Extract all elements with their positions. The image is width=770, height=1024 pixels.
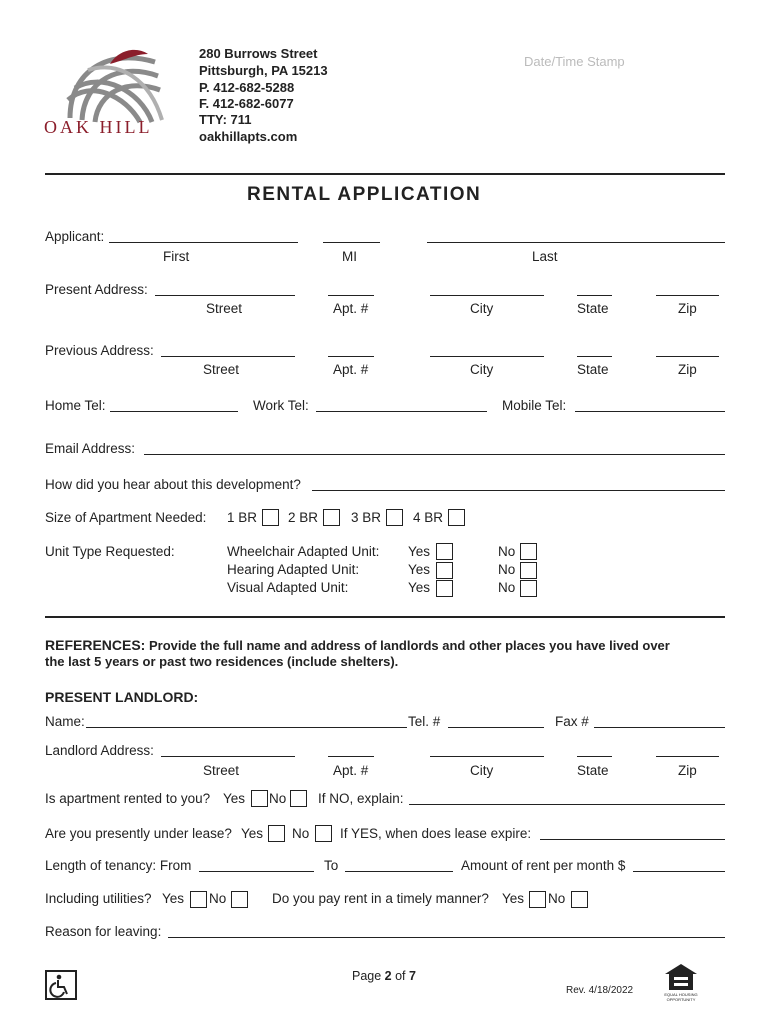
email-field[interactable] bbox=[144, 454, 725, 455]
size-1br-checkbox[interactable] bbox=[262, 509, 279, 526]
previous-state-field[interactable] bbox=[577, 356, 612, 357]
present-landlord-heading: PRESENT LANDLORD: bbox=[45, 689, 199, 705]
visual-no-checkbox[interactable] bbox=[520, 580, 537, 597]
present-state-field[interactable] bbox=[577, 295, 612, 296]
references-line-2: the last 5 years or past two residences (include shelters). bbox=[45, 654, 399, 669]
previous-address-label: Previous Address: bbox=[45, 343, 154, 358]
timely-no-checkbox[interactable] bbox=[571, 891, 588, 908]
work-tel-label: Work Tel: bbox=[253, 398, 309, 413]
landlord-street-caption: Street bbox=[203, 763, 240, 778]
landlord-fax-label: Fax # bbox=[555, 714, 589, 729]
landlord-apt-caption: Apt. # bbox=[333, 763, 369, 778]
visual-yes-label: Yes bbox=[408, 580, 431, 595]
wheelchair-no-label: No bbox=[498, 544, 516, 559]
page-of: of bbox=[391, 969, 409, 983]
visual-no-label: No bbox=[498, 580, 516, 595]
email-label: Email Address: bbox=[45, 441, 136, 456]
landlord-address-label: Landlord Address: bbox=[45, 743, 154, 758]
if-no-explain-field[interactable] bbox=[409, 804, 725, 805]
rented-question: Is apartment rented to you? bbox=[45, 791, 211, 806]
timely-yes-label: Yes bbox=[502, 891, 525, 906]
size-2br-label: 2 BR bbox=[288, 510, 319, 525]
lease-yes-checkbox[interactable] bbox=[268, 825, 285, 842]
revision-date: Rev. 4/18/2022 bbox=[566, 985, 634, 996]
size-3br-label: 3 BR bbox=[351, 510, 382, 525]
size-4br-checkbox[interactable] bbox=[448, 509, 465, 526]
landlord-fax-field[interactable] bbox=[594, 727, 725, 728]
lease-no-label: No bbox=[292, 826, 310, 841]
logo-text: OAK HILL bbox=[44, 117, 153, 137]
previous-apt-caption: Apt. # bbox=[333, 362, 369, 377]
landlord-tel-field[interactable] bbox=[448, 727, 544, 728]
hear-field[interactable] bbox=[312, 490, 725, 491]
accessibility-icon bbox=[45, 970, 77, 1000]
phone-line: P. 412-682-5288 bbox=[199, 80, 295, 95]
references-text bbox=[45, 637, 670, 653]
landlord-state-caption: State bbox=[577, 763, 609, 778]
page-number: 2 bbox=[384, 969, 392, 983]
header-divider bbox=[45, 173, 725, 175]
mobile-tel-field[interactable] bbox=[575, 411, 725, 412]
if-no-label: If NO, explain: bbox=[318, 791, 404, 806]
previous-street-field[interactable] bbox=[161, 356, 295, 357]
address-line-2: Pittsburgh, PA 15213 bbox=[199, 63, 328, 78]
hear-label: How did you hear about this development? bbox=[45, 477, 301, 492]
previous-street-caption: Street bbox=[203, 362, 240, 377]
work-tel-field[interactable] bbox=[316, 411, 487, 412]
lease-question: Are you presently under lease? bbox=[45, 826, 232, 841]
visual-label: Visual Adapted Unit: bbox=[227, 580, 349, 595]
lease-yes-label: Yes bbox=[241, 826, 264, 841]
hearing-label: Hearing Adapted Unit: bbox=[227, 562, 360, 577]
present-city-field[interactable] bbox=[430, 295, 544, 296]
utilities-no-checkbox[interactable] bbox=[231, 891, 248, 908]
tenancy-to-field[interactable] bbox=[345, 871, 453, 872]
reason-label: Reason for leaving: bbox=[45, 924, 162, 939]
first-name-field[interactable] bbox=[109, 242, 298, 243]
wheelchair-no-checkbox[interactable] bbox=[520, 543, 537, 560]
first-caption: First bbox=[163, 249, 190, 264]
landlord-state-field[interactable] bbox=[577, 756, 612, 757]
landlord-city-caption: City bbox=[470, 763, 494, 778]
wheelchair-label: Wheelchair Adapted Unit: bbox=[227, 544, 380, 559]
hearing-yes-checkbox[interactable] bbox=[436, 562, 453, 579]
rented-yes-checkbox[interactable] bbox=[251, 790, 268, 807]
date-time-stamp: Date/Time Stamp bbox=[524, 54, 625, 69]
page-title: RENTAL APPLICATION bbox=[247, 184, 482, 205]
utilities-yes-label: Yes bbox=[162, 891, 185, 906]
landlord-zip-field[interactable] bbox=[656, 756, 719, 757]
mi-caption: MI bbox=[342, 249, 357, 264]
previous-zip-caption: Zip bbox=[678, 362, 697, 377]
last-name-field[interactable] bbox=[427, 242, 725, 243]
rented-yes-label: Yes bbox=[223, 791, 246, 806]
utilities-yes-checkbox[interactable] bbox=[190, 891, 207, 908]
size-label: Size of Apartment Needed: bbox=[45, 510, 207, 525]
present-street-field[interactable] bbox=[155, 295, 295, 296]
wheelchair-yes-checkbox[interactable] bbox=[436, 543, 453, 560]
size-3br-checkbox[interactable] bbox=[386, 509, 403, 526]
unit-type-label: Unit Type Requested: bbox=[45, 544, 175, 559]
equal-housing-text: EQUAL HOUSING OPPORTUNITY bbox=[664, 992, 698, 1002]
home-tel-label: Home Tel: bbox=[45, 398, 106, 413]
mobile-tel-label: Mobile Tel: bbox=[502, 398, 567, 413]
reason-field[interactable] bbox=[168, 937, 725, 938]
section-divider bbox=[45, 616, 725, 618]
landlord-tel-label: Tel. # bbox=[408, 714, 441, 729]
applicant-label: Applicant: bbox=[45, 229, 105, 244]
utilities-no-label: No bbox=[209, 891, 227, 906]
home-tel-field[interactable] bbox=[110, 411, 238, 412]
page-total: 7 bbox=[409, 969, 416, 983]
fax-line: F. 412-682-6077 bbox=[199, 96, 294, 111]
present-address-label: Present Address: bbox=[45, 282, 148, 297]
if-yes-label: If YES, when does lease expire: bbox=[340, 826, 532, 841]
wheelchair-yes-label: Yes bbox=[408, 544, 431, 559]
timely-yes-checkbox[interactable] bbox=[529, 891, 546, 908]
size-4br-label: 4 BR bbox=[413, 510, 444, 525]
lease-expire-field[interactable] bbox=[540, 839, 725, 840]
previous-city-caption: City bbox=[470, 362, 494, 377]
previous-zip-field[interactable] bbox=[656, 356, 719, 357]
page-indicator bbox=[352, 969, 416, 983]
references-heading: REFERENCES: bbox=[45, 637, 146, 653]
present-apt-field[interactable] bbox=[328, 295, 374, 296]
previous-state-caption: State bbox=[577, 362, 609, 377]
rent-amount-label: Amount of rent per month $ bbox=[461, 858, 626, 873]
present-state-caption: State bbox=[577, 301, 609, 316]
tty-line: TTY: 711 bbox=[199, 112, 252, 127]
page-prefix: Page bbox=[352, 969, 385, 983]
timely-question: Do you pay rent in a timely manner? bbox=[272, 891, 489, 906]
address-line-1: 280 Burrows Street bbox=[199, 46, 318, 61]
website-line: oakhillapts.com bbox=[199, 129, 298, 144]
rented-no-label: No bbox=[269, 791, 287, 806]
landlord-street-field[interactable] bbox=[161, 756, 295, 757]
landlord-zip-caption: Zip bbox=[678, 763, 697, 778]
hearing-yes-label: Yes bbox=[408, 562, 431, 577]
timely-no-label: No bbox=[548, 891, 566, 906]
utilities-question: Including utilities? bbox=[45, 891, 152, 906]
previous-apt-field[interactable] bbox=[328, 356, 374, 357]
hearing-no-label: No bbox=[498, 562, 516, 577]
tenancy-to-label: To bbox=[324, 858, 339, 873]
lease-no-checkbox[interactable] bbox=[315, 825, 332, 842]
rented-no-checkbox[interactable] bbox=[290, 790, 307, 807]
tenancy-from-label: Length of tenancy: From bbox=[45, 858, 192, 873]
visual-yes-checkbox[interactable] bbox=[436, 580, 453, 597]
last-caption: Last bbox=[532, 249, 558, 264]
references-line-1: Provide the full name and address of landlords and other places you have lived over bbox=[145, 638, 670, 653]
size-2br-checkbox[interactable] bbox=[323, 509, 340, 526]
present-apt-caption: Apt. # bbox=[333, 301, 369, 316]
present-street-caption: Street bbox=[206, 301, 243, 316]
landlord-apt-field[interactable] bbox=[328, 756, 374, 757]
rent-amount-field[interactable] bbox=[633, 871, 725, 872]
mi-field[interactable] bbox=[323, 242, 380, 243]
present-zip-field[interactable] bbox=[656, 295, 719, 296]
present-zip-caption: Zip bbox=[678, 301, 697, 316]
tenancy-from-field[interactable] bbox=[199, 871, 314, 872]
landlord-city-field[interactable] bbox=[430, 756, 544, 757]
landlord-name-field[interactable] bbox=[86, 727, 407, 728]
size-1br-label: 1 BR bbox=[227, 510, 258, 525]
hearing-no-checkbox[interactable] bbox=[520, 562, 537, 579]
previous-city-field[interactable] bbox=[430, 356, 544, 357]
landlord-name-label: Name: bbox=[45, 714, 85, 729]
present-city-caption: City bbox=[470, 301, 494, 316]
